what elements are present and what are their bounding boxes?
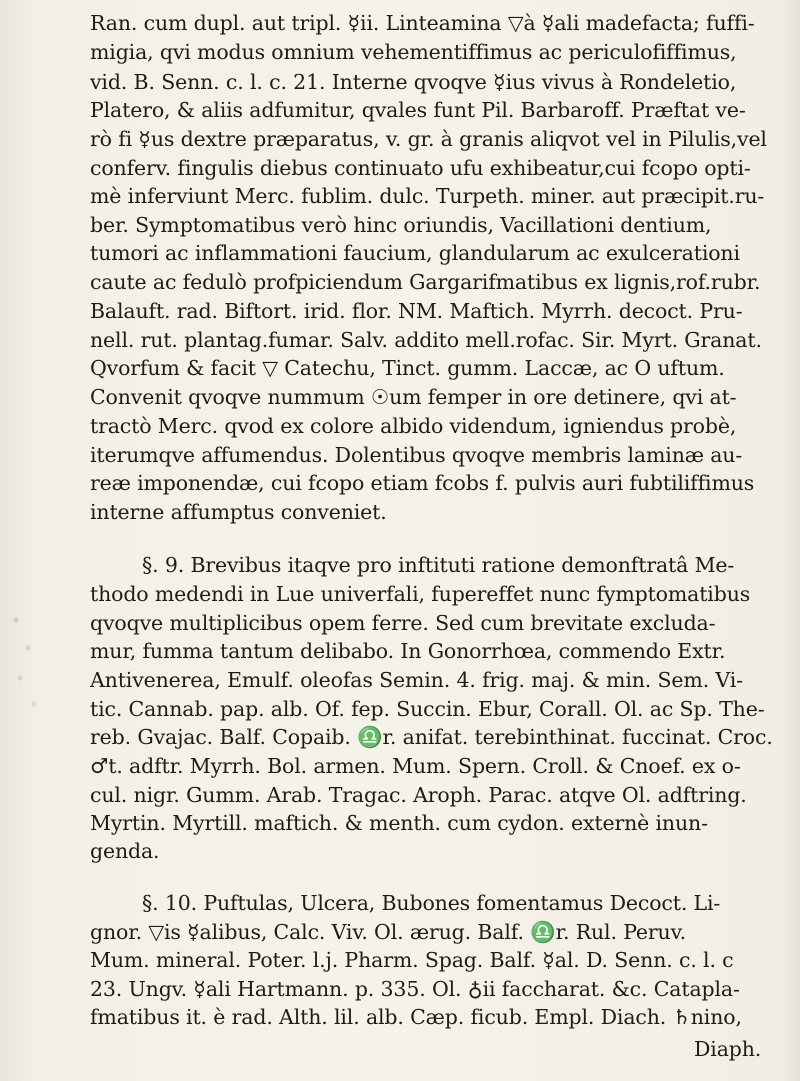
text-line: nell. rut. plantag.fumar. Salv. addito mell.rofac. Sir. Myrt. Granat. [90, 328, 762, 352]
text-line: Balauft. rad. Biftort. irid. flor. NM. Maftich. Myrrh. decoct. Pru- [90, 299, 743, 323]
text-line: vid. B. Senn. c. l. c. 21. Interne qvoqve ☿ius vivus à Rondeletio, [90, 70, 737, 94]
text-line: Antivenerea, Emulf. oleofas Semin. 4. frig. maj. & min. Sem. Vi- [90, 668, 743, 692]
text-line: Myrtin. Myrtill. maftich. & menth. cum cydon. externè inun- [90, 811, 708, 835]
catchword: Diaph. [694, 1037, 762, 1061]
text-line: Ran. cum dupl. aut tripl. ☿ii. Linteamina ▽à ☿ali madefacta; fuffi- [90, 11, 755, 35]
text-line: reæ imponendæ, cui fcopo etiam fcobs f. pulvis auri fubtiliffimus [90, 471, 755, 495]
text-line: 23. Ungv. ☿ali Hartmann. p. 335. Ol. ♁ii faccharat. &c. Catapla- [90, 977, 740, 1001]
text-line: Platero, & aliis adfumitur, qvales funt Pil. Barbaroff. Præftat ve- [90, 98, 746, 122]
text-line: ber. Symptomatibus verò hinc oriundis, Vacillationi dentium, [90, 213, 712, 237]
text-line: caute ac fedulò profpiciendum Gargarifmatibus ex lignis,rof.rubr. [90, 270, 761, 294]
section-10-heading-line: §. 10. Puftulas, Ulcera, Bubones fomentamus Decoct. Li- [142, 891, 721, 915]
text-line: mur, fumma tantum delibabo. In Gonorrhœa, commendo Extr. [90, 639, 726, 663]
section-9-heading-line: §. 9. Brevibus itaqve pro inftituti ratione demonftratâ Me- [142, 553, 735, 577]
text-line: thodo medendi in Lue univerfali, fupereffet nunc fymptomatibus [90, 582, 751, 606]
text-line: tractò Merc. qvod ex colore albido videndum, igniendus probè, [90, 414, 737, 438]
text-line: mè inferviunt Merc. fublim. dulc. Turpeth. miner. aut præcipit.ru- [90, 184, 765, 208]
text-line: tic. Cannab. pap. alb. Of. fep. Succin. Ebur, Corall. Ol. ac Sp. The- [90, 697, 765, 721]
text-line: genda. [90, 839, 160, 863]
text-line: cul. nigr. Gumm. Arab. Tragac. Aroph. Parac. atqve Ol. adftring. [90, 783, 747, 807]
text-line: Mum. mineral. Poter. l.j. Pharm. Spag. Balf. ☿al. D. Senn. c. l. c [90, 948, 734, 972]
text-line: iterumqve affumendus. Dolentibus qvoqve membris laminæ au- [90, 443, 743, 467]
text-line: ♂t. adftr. Myrrh. Bol. armen. Mum. Spern. Croll. & Cnoef. ex o- [90, 754, 741, 778]
text-line: reb. Gvajac. Balf. Copaib. ♎r. anifat. terebinthinat. fuccinat. Croc. [90, 725, 773, 749]
text-line: rò fi ☿us dextre præparatus, v. gr. à granis aliqvot vel in Pilulis,vel [90, 127, 767, 151]
text-line: fmatibus it. è rad. Alth. lil. alb. Cæp. ficub. Empl. Diach. ♄nino, [90, 1005, 742, 1029]
text-line: Convenit qvoqve nummum ☉um femper in ore detinere, qvi at- [90, 385, 737, 409]
text-line: tumori ac inflammationi faucium, glandularum ac exulcerationi [90, 241, 740, 265]
text-line: qvoqve multiplicibus opem ferre. Sed cum brevitate excluda- [90, 611, 716, 635]
text-line: gnor. ▽is ☿alibus, Calc. Viv. Ol. ærug. Balf. ♎r. Rul. Peruv. [90, 920, 686, 944]
text-line: migia, qvi modus omnium vehementiffimus ac periculofiffimus, [90, 40, 737, 64]
text-line: Qvorfum & facit ▽ Catechu, Tinct. gumm. Laccæ, ac O uftum. [90, 356, 725, 380]
text-line: conferv. fingulis diebus continuato ufu exhibeatur,cui fcopo opti- [90, 156, 751, 180]
text-line: interne affumptus conveniet. [90, 500, 387, 524]
